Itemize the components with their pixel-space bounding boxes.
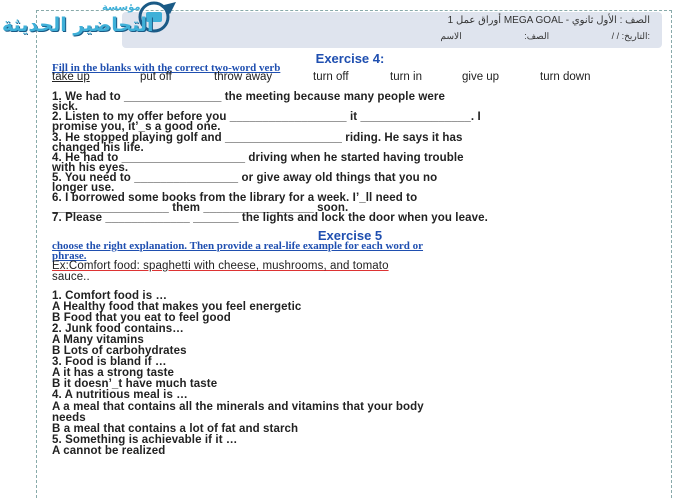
ex5-line: B Food that you eat to feel good [52, 312, 231, 324]
exercise5-instruction: choose the right explanation. Then provide a real-life example for each word or [52, 240, 424, 252]
exercise5-instruction-cont: phrase. [52, 250, 87, 262]
ex5-line: A Many vitamins [52, 334, 144, 346]
word-bank-item: throw away [214, 71, 273, 83]
ex5-line: A it has a strong taste [52, 367, 175, 379]
ex5-line: B a meal that contains a lot of fat and starch [52, 423, 299, 435]
exercise5-title: Exercise 5 [317, 228, 383, 243]
ex4-line: sick. [52, 101, 79, 113]
date-label: التاريخ: / / [611, 31, 648, 41]
worksheet-header [122, 12, 662, 48]
ex4-line: 2. Listen to my offer before you __________________ it _________________. I [52, 111, 481, 123]
ex5-line: A cannot be realized [52, 445, 166, 457]
ex4-line: 6. I borrowed some books from the library for a week. I’_ll need to [52, 192, 418, 204]
ex5-line: 1. Comfort food is … [52, 290, 168, 302]
ex5-line: B it doesn’_t have much taste [52, 378, 218, 390]
ex4-line: changed his life. [52, 142, 144, 154]
ex5-line: A Healthy food that makes you feel energetic [52, 301, 302, 313]
exercise4-title: Exercise 4: [315, 51, 385, 66]
header-title: أوراق عمل 1 MEGA GOAL - الصف : الأول ثانوي [447, 15, 650, 26]
word-bank-item: turn off [313, 71, 349, 83]
ex5-line: 4. A nutritious meal is … [52, 389, 188, 401]
ex4-line: 7. Please _____________ _______ the lights and lock the door when you leave. [52, 212, 488, 224]
logo-small-text: مؤسسة [102, 2, 141, 13]
ex5-example-cont: sauce.. [52, 271, 90, 283]
class-label: الصف: [524, 31, 550, 41]
ex4-line: with his eyes. [52, 162, 129, 174]
word-bank-item: give up [462, 71, 500, 83]
ex5-line: 3. Food is bland if … [52, 356, 167, 368]
ex5-line: B Lots of carbohydrates [52, 345, 187, 357]
ex4-line: __________________ them _________________ soon. [52, 202, 349, 214]
header-fields [381, 31, 650, 42]
word-bank-item: put off [140, 71, 172, 83]
logo-text: التحاضير الحديثة [2, 14, 154, 36]
ex4-line: longer use. [52, 182, 115, 194]
ex4-line: 1. We had to _______________ the meeting because many people were [52, 91, 446, 103]
logo [2, 0, 192, 40]
ex4-line: 3. He stopped playing golf and __________________ riding. He says it has [52, 132, 463, 144]
ex5-line: 2. Junk food contains… [52, 323, 184, 335]
word-bank-item: take up [52, 71, 90, 83]
ex5-line: 5. Something is achievable if it … [52, 434, 238, 446]
ex4-line: 4. He had to ___________________ driving when he started having trouble [52, 152, 464, 164]
ex5-example: Ex:Comfort food: spaghetti with cheese, mushrooms, and tomato [52, 260, 389, 272]
ex5-line: needs [52, 412, 86, 424]
word-bank-item: turn down [540, 71, 591, 83]
ex4-line: promise you, it’_s a good one. [52, 121, 221, 133]
ex4-line: 5. You need to ________________ or give away old things that you no [52, 172, 438, 184]
word-bank-item: turn in [390, 71, 422, 83]
word-bank [52, 71, 652, 83]
ex5-line: A a meal that contains all the minerals and vitamins that your body [52, 401, 424, 413]
name-label: الاسم: [440, 31, 650, 41]
exercise4-instruction: Fill in the blanks with the correct two-word verb [52, 62, 281, 74]
